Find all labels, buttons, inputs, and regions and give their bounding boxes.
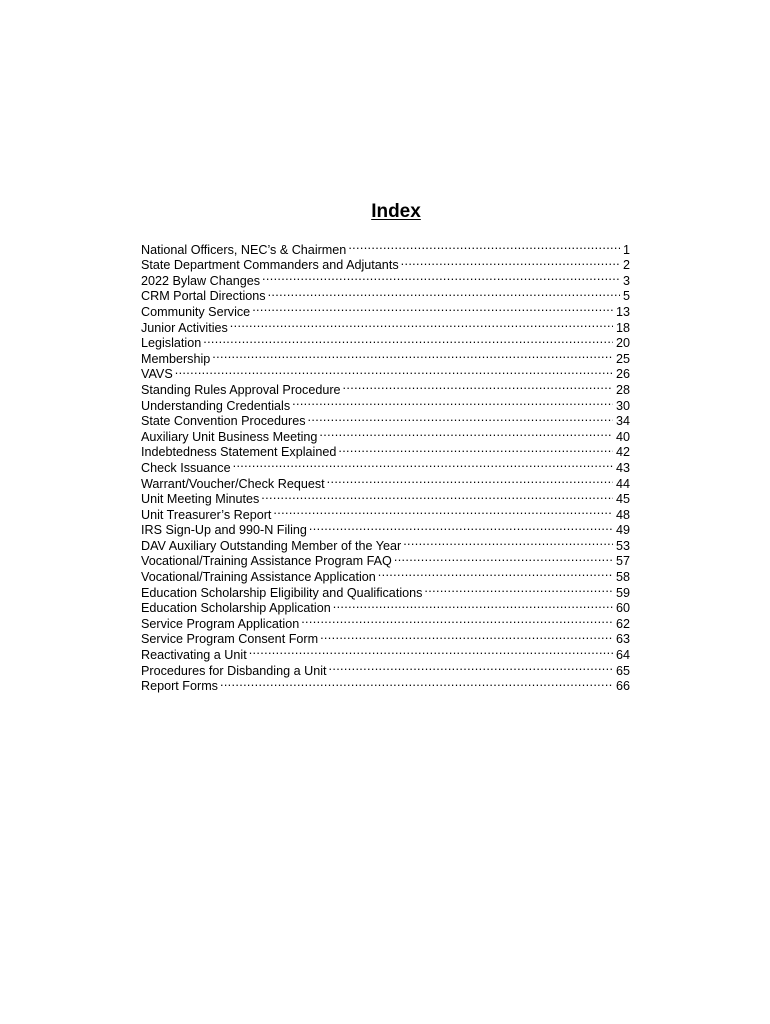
toc-entry-title: Warrant/Voucher/Check Request	[141, 476, 325, 491]
dot-leader	[333, 597, 613, 613]
page-title: Index	[371, 201, 421, 222]
dot-leader	[394, 550, 613, 566]
toc-entry-page: 1	[622, 242, 630, 257]
toc-entry-title: Service Program Application	[141, 616, 300, 631]
toc-entry-page: 42	[615, 445, 630, 460]
dot-leader	[403, 534, 613, 550]
toc-entry-page: 34	[615, 414, 630, 429]
toc-entry-page: 53	[615, 538, 630, 553]
dot-leader	[249, 643, 613, 659]
toc-entry-title: Understanding Credentials	[141, 398, 291, 413]
toc-entry-title: Reactivating a Unit	[141, 648, 247, 663]
dot-leader	[329, 659, 613, 675]
toc-entry-page: 65	[615, 663, 630, 678]
toc-entry-title: DAV Auxiliary Outstanding Member of the Year	[141, 538, 402, 553]
toc-entry-page: 66	[615, 679, 630, 694]
toc-entry-page: 60	[615, 601, 630, 616]
toc-entry-page: 59	[615, 585, 630, 600]
toc-entry	[141, 363, 630, 382]
toc-entry-page: 25	[615, 351, 630, 366]
dot-leader	[343, 378, 613, 394]
toc-entry-page: 57	[615, 554, 630, 569]
dot-leader	[319, 425, 613, 441]
toc-entry-page: 13	[615, 304, 630, 319]
dot-leader	[401, 254, 620, 270]
toc-entry	[141, 347, 630, 366]
toc-entry-title: Report Forms	[141, 679, 218, 694]
dot-leader	[292, 394, 613, 410]
toc-entry-page: 58	[615, 570, 630, 585]
dot-leader	[320, 628, 613, 644]
toc-entry-title: Membership	[141, 351, 211, 366]
dot-leader	[212, 347, 613, 363]
toc-entry-title: Unit Meeting Minutes	[141, 492, 260, 507]
toc-entry-title: Check Issuance	[141, 460, 231, 475]
table-of-contents	[141, 238, 630, 694]
dot-leader	[220, 675, 613, 691]
toc-entry-page: 43	[615, 460, 630, 475]
dot-leader	[309, 519, 613, 535]
dot-leader	[203, 332, 613, 348]
dot-leader	[348, 238, 620, 254]
toc-entry-page: 64	[615, 648, 630, 663]
toc-entry-title: Service Program Consent Form	[141, 632, 319, 647]
toc-entry-page: 44	[615, 476, 630, 491]
toc-entry-page: 26	[615, 367, 630, 382]
toc-entry-page: 20	[615, 336, 630, 351]
toc-entry-title: 2022 Bylaw Changes	[141, 273, 261, 288]
dot-leader	[252, 300, 613, 316]
dot-leader	[338, 441, 613, 457]
dot-leader	[424, 581, 613, 597]
toc-entry-page: 2	[622, 258, 630, 273]
toc-entry-title: State Convention Procedures	[141, 414, 306, 429]
toc-entry-page: 62	[615, 616, 630, 631]
toc-entry-title: IRS Sign-Up and 990-N Filing	[141, 523, 307, 538]
dot-leader	[268, 285, 620, 301]
toc-entry	[141, 378, 630, 397]
toc-entry-title: Unit Treasurer’s Report	[141, 507, 272, 522]
toc-entry-page: 45	[615, 492, 630, 507]
toc-entry-title: Standing Rules Approval Procedure	[141, 382, 341, 397]
toc-entry-page: 5	[622, 289, 630, 304]
dot-leader	[327, 472, 613, 488]
toc-entry-page: 3	[622, 273, 630, 288]
toc-entry-page: 63	[615, 632, 630, 647]
toc-entry-title: Vocational/Training Assistance Program FAQ	[141, 554, 392, 569]
toc-entry-title: Legislation	[141, 336, 202, 351]
toc-entry-title: Junior Activities	[141, 320, 228, 335]
toc-entry-title: National Officers, NEC’s & Chairmen	[141, 242, 347, 257]
toc-entry-title: Procedures for Disbanding a Unit	[141, 663, 327, 678]
toc-entry-title: Indebtedness Statement Explained	[141, 445, 337, 460]
toc-entry-page: 18	[615, 320, 630, 335]
toc-entry-page: 28	[615, 382, 630, 397]
toc-entry-title: State Department Commanders and Adjutants	[141, 258, 399, 273]
toc-entry-page: 48	[615, 507, 630, 522]
dot-leader	[262, 269, 620, 285]
dot-leader	[261, 488, 613, 504]
dot-leader	[273, 503, 613, 519]
dot-leader	[230, 316, 613, 332]
dot-leader	[233, 456, 613, 472]
toc-entry-title: Vocational/Training Assistance Application	[141, 570, 376, 585]
toc-entry-page: 40	[615, 429, 630, 444]
toc-entry-title: Education Scholarship Eligibility and Qualifications	[141, 585, 423, 600]
toc-entry-title: VAVS	[141, 367, 173, 382]
toc-entry-page: 49	[615, 523, 630, 538]
dot-leader	[301, 612, 613, 628]
dot-leader	[175, 363, 613, 379]
toc-entry	[141, 332, 630, 351]
dot-leader	[308, 410, 613, 426]
toc-entry-title: Education Scholarship Application	[141, 601, 331, 616]
toc-entry-title: CRM Portal Directions	[141, 289, 266, 304]
toc-entry-title: Auxiliary Unit Business Meeting	[141, 429, 318, 444]
toc-entry-title: Community Service	[141, 304, 251, 319]
toc-entry-page: 30	[615, 398, 630, 413]
dot-leader	[378, 565, 613, 581]
toc-entry	[141, 238, 630, 257]
